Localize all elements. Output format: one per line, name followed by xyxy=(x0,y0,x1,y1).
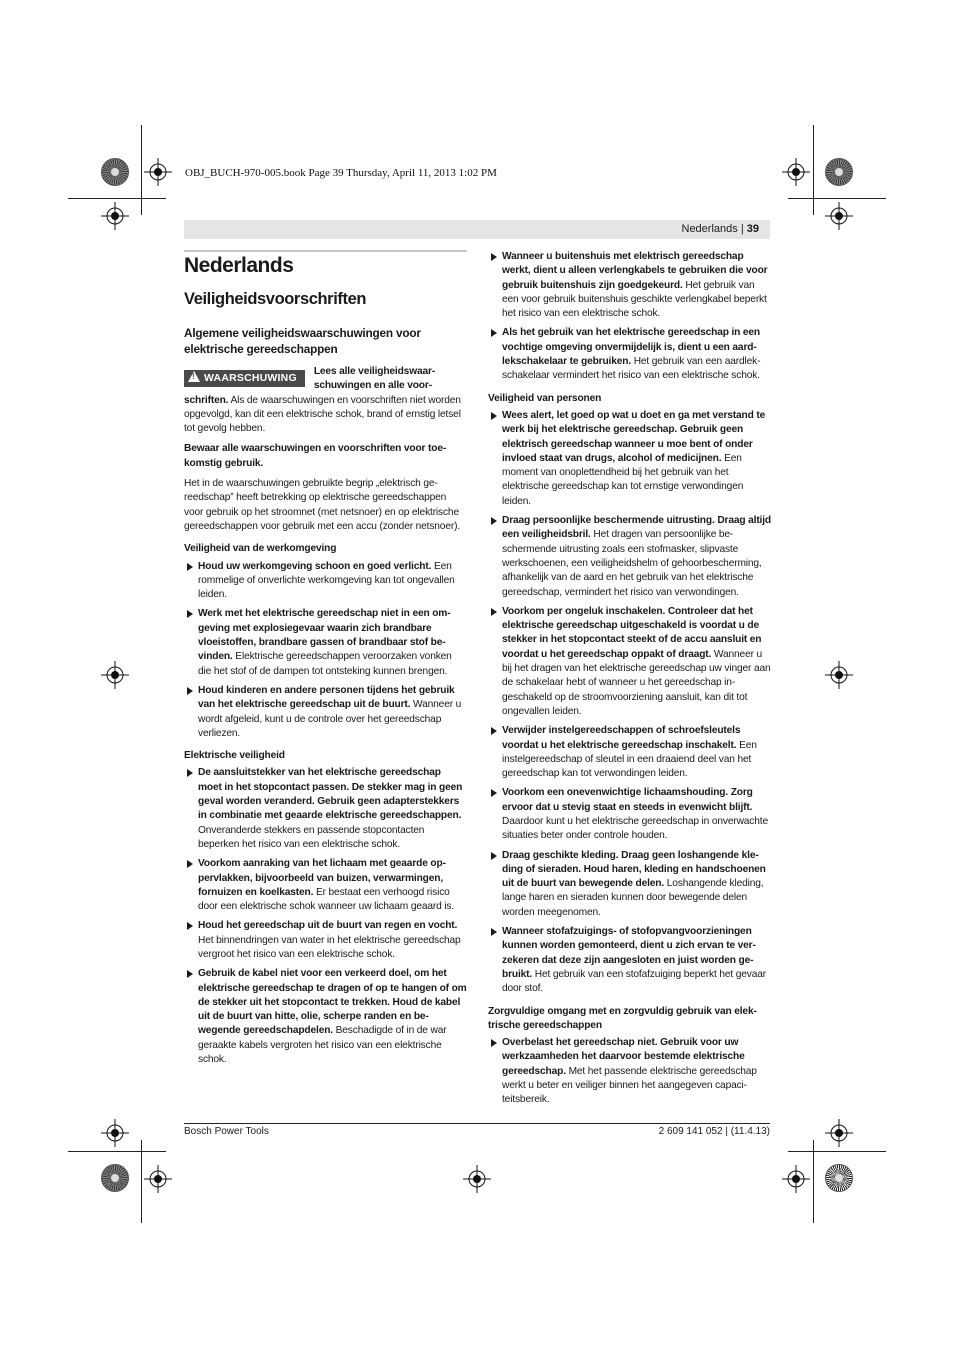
electrical-heading: Elektrische veiligheid xyxy=(184,750,285,762)
registration-mark-icon xyxy=(463,1165,491,1193)
section-title: Veiligheidsvoorschriften xyxy=(184,290,367,308)
footer-docnumber: 2 609 141 052 | (11.4.13) xyxy=(658,1126,770,1137)
list-item: Voorkom per ongeluk inschakelen. Controleer dat het elektrische gereedschap uitgeschakeld is voordat u de stekker in het stopcontact steekt of de accu aansluit en voordat u het gereedschap oppakt of draagt. Wanneer u bij het dragen van het elektrische gereedschap uw vinger aan de schakelaar hebt of wanneer u het gereedschap ingeschakeld op de stroomvoorziening aansluit, kan dit tot ongevallen leiden. xyxy=(488,605,771,719)
page-number: 39 xyxy=(746,223,759,235)
registration-mark-icon xyxy=(825,202,853,230)
registration-mark-icon xyxy=(101,202,129,230)
list-item: De aansluitstekker van het elektrische gereedschap moet in het stopcontact passen. De stekker mag in geen geval worden veranderd. Gebruik geen adapterstekkers in combinatie met geaarde elektrische gereedschappen. Onveranderde stekkers en passende stopcontacten beperken het risico van een elektrische schok. xyxy=(184,766,467,852)
personal-heading: Veiligheid van personen xyxy=(488,392,602,404)
term-definition: Het in de waarschuwingen gebruikte begrip „elektrisch gereedschap” heeft betrekking op elektrische gereedschappen voor gebruik op het stroomnet (met netsnoer) en op elektrische gereedschappen voor gebruik met een accu (zonder netsnoer). xyxy=(184,478,461,532)
list-item: Houd het gereedschap uit de buurt van regen en vocht. Het binnendringen van water in het elektrische gereedschap vergroot het risico van een elektrische schok. xyxy=(184,919,467,962)
page-title: Nederlands xyxy=(184,254,294,277)
footer-rule xyxy=(184,1123,770,1124)
list-item: Houd kinderen en andere personen tijdens het gebruik van het elektrische gereedschap uit de buurt. Wanneer u wordt afgeleid, kunt u de controle over het gereedschap verliezen. xyxy=(184,684,467,741)
warning-triangle-icon xyxy=(188,371,200,382)
registration-mark-icon xyxy=(144,158,172,186)
registration-mark-icon xyxy=(825,661,853,689)
crop-mark xyxy=(788,1151,886,1152)
crop-mark xyxy=(141,125,142,215)
warning-badge-label: WAARSCHUWING xyxy=(204,372,297,384)
warning-block xyxy=(184,365,467,436)
list-item: Wees alert, let goed op wat u doet en ga met verstand te werk bij het elektrische gereedschap. Gebruik geen elektrisch gereedschap wanneer u moe bent of onder invloed staat van drugs, alcohol of medicijnen. Een moment van onoplettendheid bij het gebruik van het elektrische gereedschap kan tot ernstige verwondingen leiden. xyxy=(488,409,771,509)
crop-mark xyxy=(141,1140,142,1223)
subsection-title: Algemene veiligheidswaarschuwingen voor elektrische gereedschappen xyxy=(184,326,421,356)
color-bar-disk xyxy=(825,1164,853,1192)
print-slug: OBJ_BUCH-970-005.book Page 39 Thursday, April 11, 2013 1:02 PM xyxy=(185,167,497,179)
registration-mark-icon xyxy=(101,661,129,689)
list-item: Werk met het elektrische gereedschap niet in een omgeving met explosiegevaar waarin zich brandbare vloeistoffen, brandbare gassen of brandbaar stof bevinden. Elektrische gereedschappen veroorzaken vonken die het stof of de dampen tot ontsteking kunnen brengen. xyxy=(184,607,467,678)
crop-mark xyxy=(68,1151,166,1152)
crop-mark xyxy=(788,198,886,199)
careful-heading: Zorgvuldige omgang met en zorgvuldig gebruik van elektrische gereedschappen xyxy=(488,1005,757,1031)
registration-mark-icon xyxy=(144,1165,172,1193)
header-text: Nederlands | 39 xyxy=(681,223,759,235)
color-bar-disk xyxy=(825,158,853,186)
crop-mark xyxy=(813,125,814,215)
footer-brand: Bosch Power Tools xyxy=(184,1126,269,1137)
list-item: Verwijder instelgereedschappen of schroefsleutels voordat u het elektrische gereedschap inschakelt. Een instelgereedschap of sleutel in een draaiend deel van het gereedschap kan tot verwondingen leiden. xyxy=(488,724,771,781)
list-item: Wanneer u buitenshuis met elektrisch gereedschap werkt, dient u alleen verlengkabels te gebruiken die voor gebruik buitenshuis zijn goedgekeurd. Het gebruik van een voor gebruik buitenshuis geschikte verlengkabel beperkt het risico van een elektrische schok. xyxy=(488,250,771,321)
list-item: Voorkom een onevenwichtige lichaamshouding. Zorg ervoor dat u stevig staat en steeds in evenwicht blijft. Daardoor kunt u het elektrische gereedschap in onverwachte situaties beter onder controle houden. xyxy=(488,786,771,843)
list-item: Gebruik de kabel niet voor een verkeerd doel, om het elektrische gereedschap te dragen of op te hangen of om de stekker uit het stopcontact te trekken. Houd de kabel uit de buurt van hitte, olie, scherpe randen en bewegende gereedschapdelen. Beschadigde of in de war geraakte kabels vergroten het risico van een elektrische schok. xyxy=(184,967,467,1067)
left-column xyxy=(184,250,467,1072)
list-item: Houd uw werkomgeving schoon en goed verlicht. Een rommelige of onverlichte werkomgeving kan tot ongevallen leiden. xyxy=(184,560,467,603)
warning-bold: Lees alle veiligheidswaarschuwingen en alle voorschriften. xyxy=(184,366,436,406)
title-rule xyxy=(184,250,467,252)
header-language: Nederlands xyxy=(681,223,738,235)
work-area-heading: Veiligheid van de werkomgeving xyxy=(184,543,337,555)
list-item: Draag geschikte kleding. Draag geen loshangende kleding of sieraden. Houd haren, kleding en handschoenen uit de buurt van bewegende delen. Loshangende kleding, lange haren en sieraden kunnen door bewegende delen worden meegenomen. xyxy=(488,849,771,920)
page-header xyxy=(184,220,770,239)
registration-mark-icon xyxy=(782,158,810,186)
registration-mark-icon xyxy=(825,1119,853,1147)
color-bar-disk xyxy=(101,158,129,186)
list-item: Als het gebruik van het elektrische gereedschap in een vochtige omgeving onvermijdelijk is, dient u een aardlekschakelaar te gebruiken. Het gebruik van een aardlekschakelaar vermindert het risico van een elektrische schok. xyxy=(488,326,771,383)
crop-mark xyxy=(68,198,166,199)
list-item: Wanneer stofafzuigings- of stofopvangvoorzieningen kunnen worden gemonteerd, dient u zich ervan te verzekeren dat deze zijn aangesloten en juist worden gebruikt. Het gebruik van een stofafzuiging beperkt het gevaar door stof. xyxy=(488,925,771,996)
right-column xyxy=(488,250,771,1113)
keep-instructions: Bewaar alle waarschuwingen en voorschriften voor toekomstig gebruik. xyxy=(184,443,447,469)
color-bar-disk xyxy=(101,1164,129,1192)
crop-mark xyxy=(813,1140,814,1223)
warning-text: Als de waarschuwingen en voorschriften niet worden opgevolgd, kan dit een elektrische schok, brand of ernstig letsel tot gevolg hebben. xyxy=(184,394,461,435)
list-item: Voorkom aanraking van het lichaam met geaarde oppervlakken, bijvoorbeeld van buizen, verwarmingen, fornuizen en koelkasten. Er bestaat een verhoogd risico door een elektrische schok wanneer uw lichaam geaard is. xyxy=(184,857,467,914)
registration-mark-icon xyxy=(101,1119,129,1147)
warning-badge xyxy=(184,370,305,387)
registration-mark-icon xyxy=(782,1165,810,1193)
list-item: Overbelast het gereedschap niet. Gebruik voor uw werkzaamheden het daarvoor bestemde elektrische gereedschap. Met het passende elektrische gereedschap werkt u beter en veiliger binnen het aangegeven capaciteitsbereik. xyxy=(488,1036,771,1107)
list-item: Draag persoonlijke beschermende uitrusting. Draag altijd een veiligheidsbril. Het dragen van persoonlijke beschermende uitrusting zoals een stofmasker, slipvaste werkschoenen, een veiligheidshelm of gehoorbescherming, afhankelijk van de aard en het gebruik van het elektrische gereedschap, vermindert het risico van verwondingen. xyxy=(488,514,771,600)
